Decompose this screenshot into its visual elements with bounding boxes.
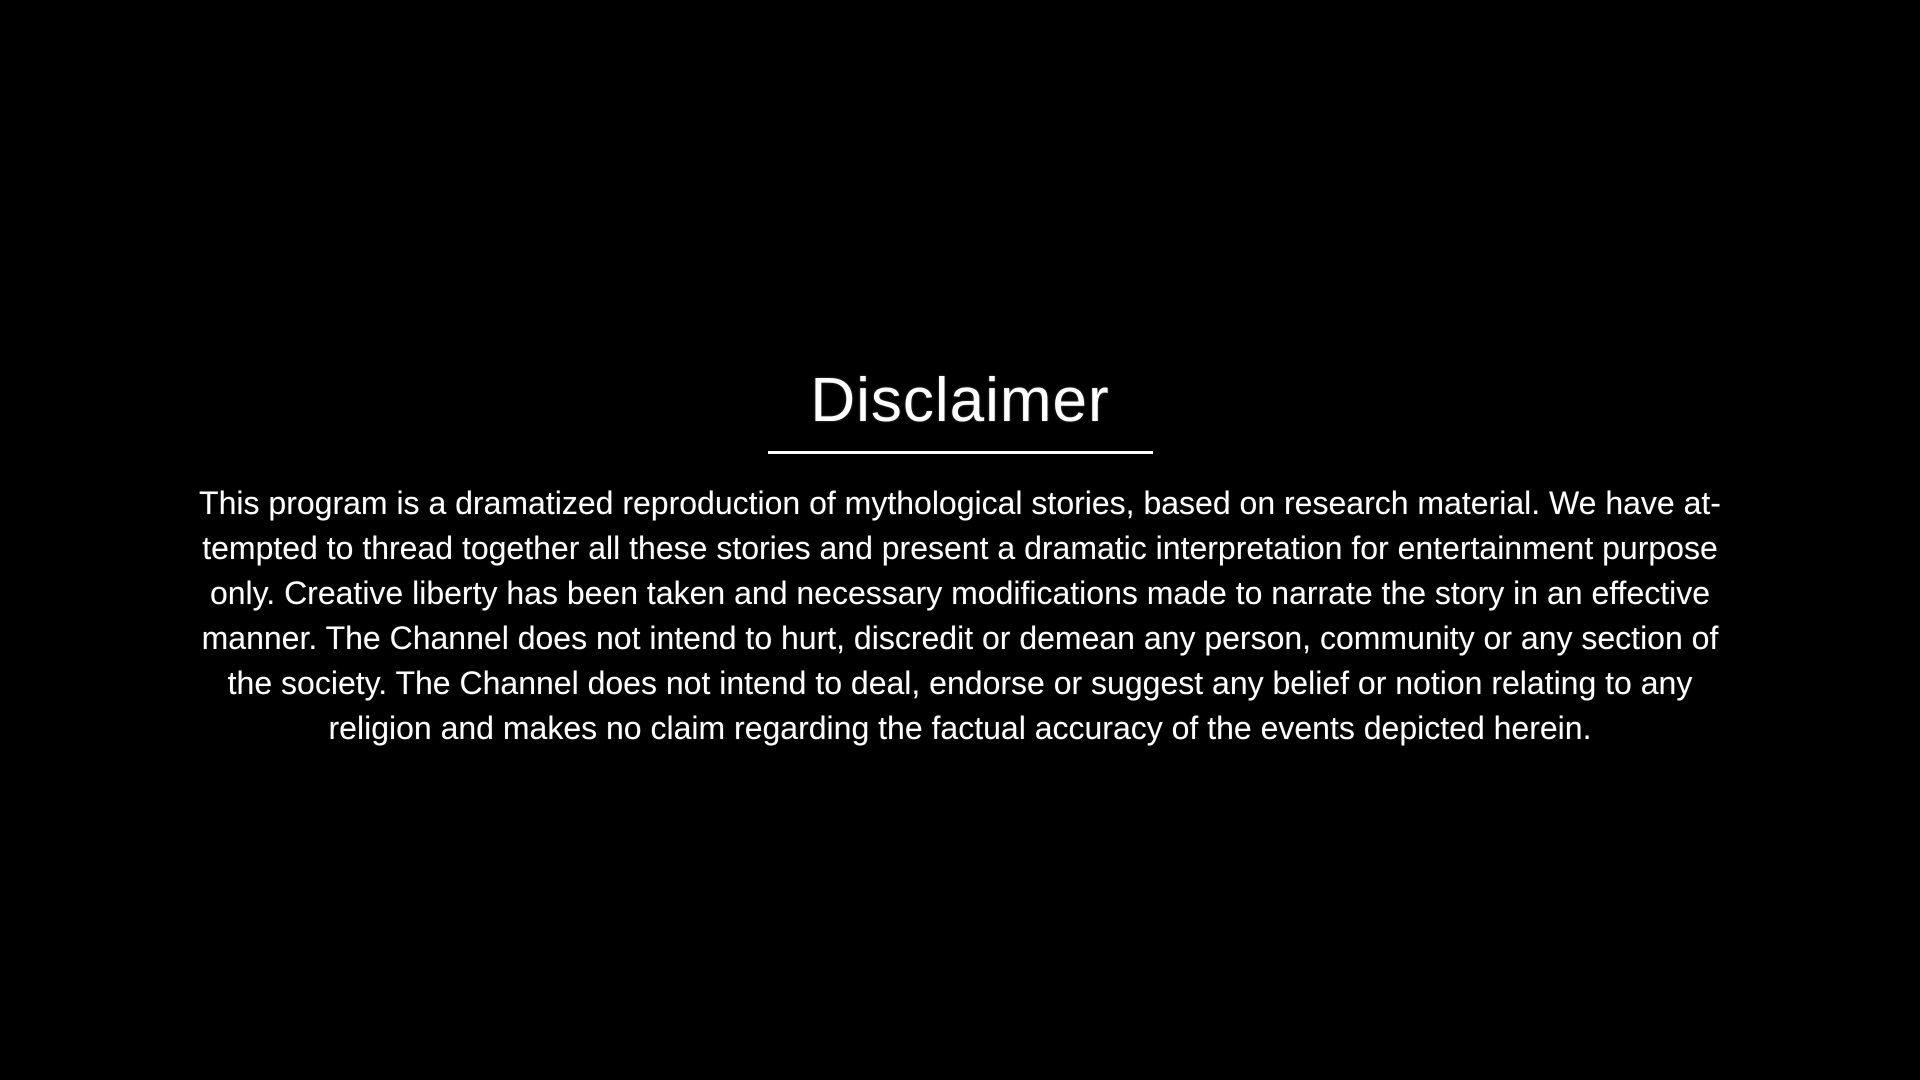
disclaimer-line: religion and makes no claim regarding the factual accuracy of the events depicted herein.	[328, 710, 1592, 746]
disclaimer-body	[199, 481, 1721, 751]
disclaimer-card	[0, 366, 1920, 751]
disclaimer-line: This program is a dramatized reproduction of mythological stories, based on research material. We have at-	[199, 485, 1721, 521]
disclaimer-line: only. Creative liberty has been taken and necessary modifications made to narrate the story in an effective	[209, 575, 1711, 611]
disclaimer-line: manner. The Channel does not intend to hurt, discredit or demean any person, community or any section of	[201, 620, 1719, 656]
title-underline-rule	[768, 451, 1153, 454]
disclaimer-title: Disclaimer	[810, 366, 1110, 435]
disclaimer-line: the society. The Channel does not intend to deal, endorse or suggest any belief or notion relating to any	[227, 665, 1693, 701]
disclaimer-line: tempted to thread together all these stories and present a dramatic interpretation for entertainment purpose	[202, 530, 1718, 566]
